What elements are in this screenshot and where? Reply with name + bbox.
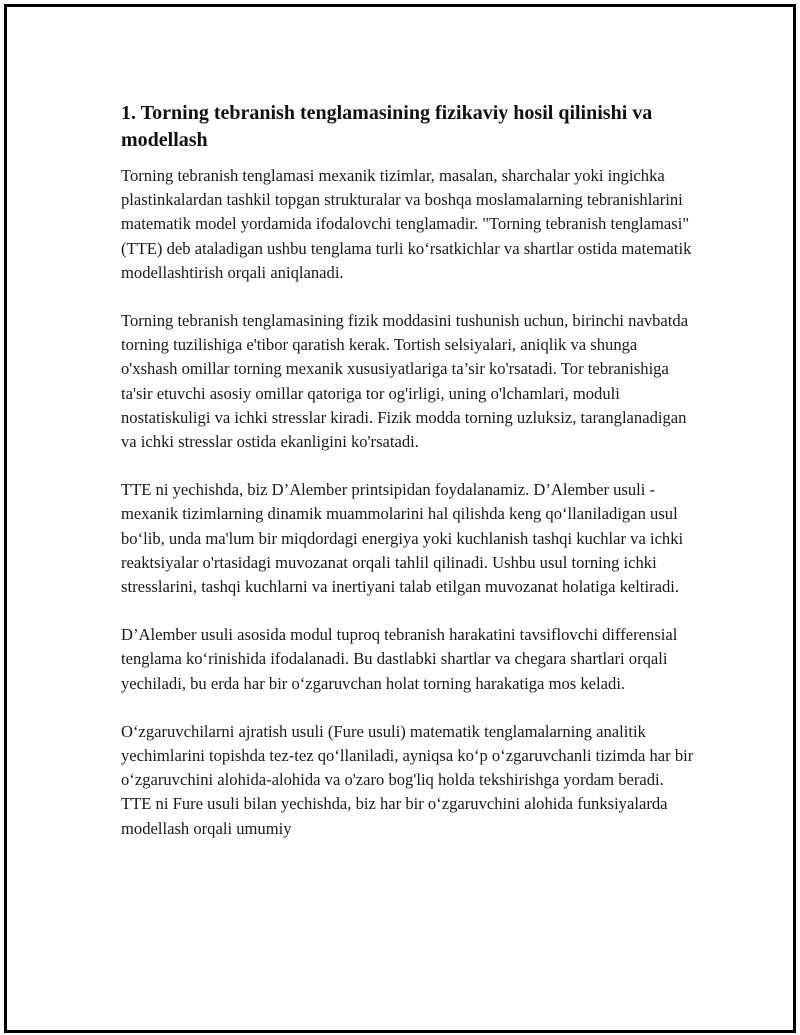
document-body xyxy=(121,100,696,865)
page-frame xyxy=(4,4,796,1033)
section-title: 1. Torning tebranish tenglamasining fizikaviy hosil qilinishi va modellash xyxy=(121,102,653,151)
paragraph-3: TTE ni yechishda, biz D’Alember printsipidan foydalanamiz. D’Alember usuli - mexanik tizimlarning dinamik muammolarini hal qilishda keng qo‘llaniladigan usul bo‘lib, unda ma'lum bir miqdordagi energiya yoki kuchlanish tashqi kuchlar va ichki reaktsiyalar o'rtasidagi muvozanat orqali tahlil qilinadi. Ushbu usul torning ichki stresslarini, tashqi kuchlarni va inertiyani talab etilgan muvozanat holatiga keltiradi. xyxy=(121,480,684,597)
paragraph-2: Torning tebranish tenglamasining fizik moddasini tushunish uchun, birinchi navbatda torning tuzilishiga e'tibor qaratish kerak. Tortish selsiyalari, aniqlik va shunga o'xshash omillar torning mexanik xususiyatlariga ta’sir ko'rsatadi. Tor tebranishiga ta'sir etuvchi asosiy omillar qatoriga tor og'irligi, uning o'lchamlari, moduli nostatiskuligi va ichki stresslar kiradi. Fizik modda torning uzluksiz, taranglanadigan va ichki stresslar ostida ekanligini ko'rsatadi. xyxy=(121,311,689,452)
paragraph-4: D’Alember usuli asosida modul tuproq tebranish harakatini tavsiflovchi differensial tenglama ko‘rinishida ifodalanadi. Bu dastlabki shartlar va chegara shartlari orqali yechiladi, bu erda har bir o‘zgaruvchan holat torning harakatiga mos keladi. xyxy=(121,625,678,693)
paragraph-1: Torning tebranish tenglamasi mexanik tizimlar, masalan, sharchalar yoki ingichka plastinkalardan tashkil topgan strukturalar va boshqa moslamalarning tebranishlarini matematik model yordamida ifodalovchi tenglamadir. "Torning tebranish tenglamasi" (TTE) deb ataladigan ushbu tenglama turli ko‘rsatkichlar va shartlar ostida matematik modellashtirish orqali aniqlanadi. xyxy=(121,166,692,282)
paragraph-5: O‘zgaruvchilarni ajratish usuli (Fure usuli) matematik tenglamalarning analitik yechimlarini topishda tez-tez qo‘llaniladi, ayniqsa ko‘p o‘zgaruvchanli tizimda har bir o‘zgaruvchini alohida-alohida va o'zaro bog'liq holda tekshirishga yordam beradi. TTE ni Fure usuli bilan yechishda, biz har bir o‘zgaruvchini alohida funksiyalarda modellash orqali umumiy xyxy=(121,721,694,838)
